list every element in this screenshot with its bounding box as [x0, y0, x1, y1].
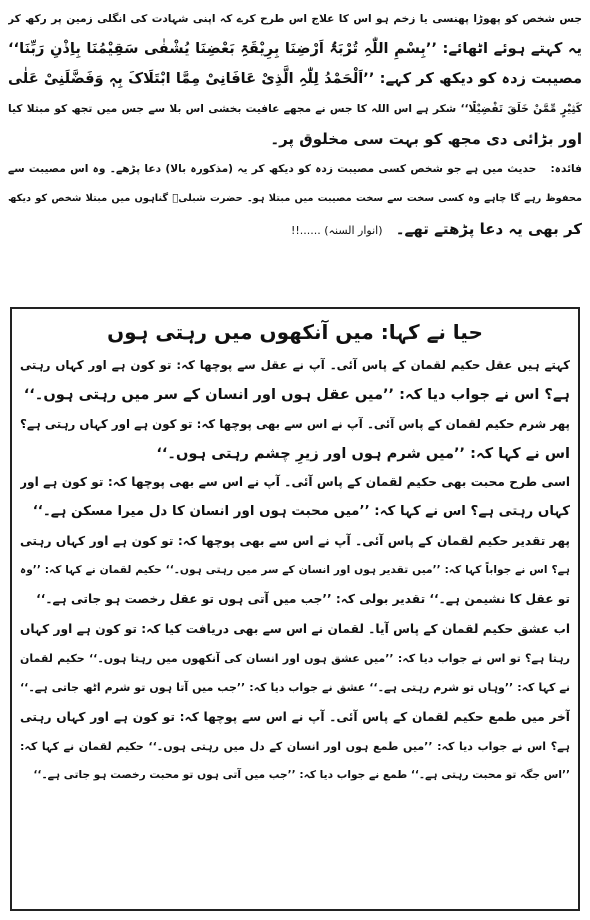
box-line: ’’اس جگہ تو محبت رہتی ہے۔‘‘ طمع نے جواب دیا کہ: ’’جب میں آتی ہوں تو محبت رخصت ہو جاتی ہے۔‘‘	[33, 769, 570, 782]
paragraph-line: جس شخص کو پھوڑا پھنسی یا زخم ہو اس کا علاج اس طرح کرے کہ اپنی شہادت کی انگلی زمین پر رکھ کر	[8, 13, 582, 25]
box-line: پھر شرم حکیم لقمان کے پاس آئی۔ آپ نے اس سے بھی پوچھا کہ: تو کون ہے اور کہاں رہتی ہے؟	[20, 416, 570, 431]
paragraph-line: محفوظ رہے گا چاہے وہ کسی سخت سے سخت مصیبت میں مبتلا ہو۔ حضرت شبلیؒ گناہوں میں مبتلا شخص کو دیکھ	[8, 193, 582, 204]
story-box	[10, 307, 580, 911]
faida-label: فائدہ:	[550, 163, 582, 175]
paragraph-line: یہ کہتے ہوئے اٹھائے: ’’بِسْمِ اللّٰہِ تُرْبَۃُ اَرْضِنَا بِرِیْقَۃِ بَعْضِنَا یُشْفٰی سَقِیْمُنَا بِاِذْنِ رَبِّنَا‘‘	[8, 40, 582, 57]
faida-line	[8, 154, 582, 184]
box-line: تو عقل کا نشیمن ہے۔‘‘ تقدیر بولی کہ: ’’جب میں آتی ہوں تو عقل رخصت ہو جاتی ہے۔‘‘	[36, 592, 570, 607]
box-line: کہتے ہیں عقل حکیم لقمان کے پاس آئی۔ آپ نے عقل سے پوچھا کہ: تو کون ہے اور کہاں رہتی	[20, 358, 570, 372]
box-line: ہے؟ اس نے جواباً کہا کہ: ’’میں تقدیر ہوں اور انسان کے سر میں رہتی ہوں۔‘‘ حکیم لقمان نے کہا کہ: ’’وہ	[20, 564, 570, 577]
box-line: اسی طرح محبت بھی حکیم لقمان کے پاس آئی۔ آپ نے اس سے بھی پوچھا کہ: تو کون ہے اور	[20, 475, 570, 490]
faida-last-line	[8, 214, 582, 244]
box-line: نے کہا کہ: ’’وہاں تو شرم رہتی ہے۔‘‘ عشق نے جواب دیا کہ: ’’جب میں آتا ہوں تو شرم اٹھ جاتی ہے۔‘‘	[20, 681, 570, 695]
paragraph-line: اور بڑائی دی مجھ کو بہت سی مخلوق پر۔	[270, 130, 582, 148]
box-line: ہے؟ اس نے جواب دیا کہ: ’’میں طمع ہوں اور انسان کے دل میں رہتی ہوں۔‘‘ حکیم لقمان نے کہا کہ:	[20, 739, 570, 753]
box-line: رہتا ہے؟ تو اس نے جواب دیا کہ: ’’میں عشق ہوں اور انسان کی آنکھوں میں رہتا ہوں۔‘‘ حکیم لقمان	[20, 651, 570, 665]
box-line: اب عشق حکیم لقمان کے پاس آیا۔ لقمان نے اس سے بھی دریافت کیا کہ: تو کون ہے اور کہاں	[20, 621, 570, 636]
reference: (انوار السنہ) ......!!	[290, 224, 383, 237]
faida-text: کر بھی یہ دعا پڑھتے تھے۔	[395, 220, 582, 238]
paragraph-line: مصیبت زدہ کو دیکھ کر کہے: ’’اَلْحَمْدُ لِلّٰہِ الَّذِیْ عَافَانِیْ مِمَّا ابْتَلَاکَ بِہٖ وَفَضَّلَنِیْ عَلٰی	[8, 70, 582, 87]
faida-text: حدیث میں ہے جو شخص کسی مصیبت زدہ کو دیکھ کر یہ (مذکورہ بالا) دعا پڑھے۔ وہ اس مصیبت سے	[8, 163, 537, 175]
box-line: کہاں رہتی ہے؟ اس نے کہا کہ: ’’میں محبت ہوں اور انسان کا دل میرا مسکن ہے۔‘‘	[32, 504, 570, 520]
box-line: اس نے کہا کہ: ’’میں شرم ہوں اور زیرِ چشم رہتی ہوں۔‘‘	[156, 444, 570, 462]
box-title: حیا نے کہا: میں آنکھوں میں رہتی ہوں	[107, 320, 483, 344]
box-line: ہے؟ اس نے جواب دیا کہ: ’’میں عقل ہوں اور انسان کے سر میں رہتی ہوں۔‘‘	[23, 386, 570, 404]
top-text-section	[8, 4, 582, 244]
paragraph-line: کَثِیْرٍ مِّمَّنْ خَلَقَ تَفْضِیْلًا‘‘ شکر ہے اس اللہ کا جس نے مجھے عافیت بخشی اس بلا سے جس میں تجھ کو مبتلا کیا	[8, 103, 582, 115]
box-line: آخر میں طمع حکیم لقمان کے پاس آئی۔ آپ نے اس سے پوچھا کہ: تو کون ہے اور کہاں رہتی	[20, 709, 570, 724]
box-line: پھر تقدیر حکیم لقمان کے پاس آئی۔ آپ نے اس سے بھی پوچھا کہ: تو کون ہے اور کہاں رہتی	[20, 533, 570, 548]
